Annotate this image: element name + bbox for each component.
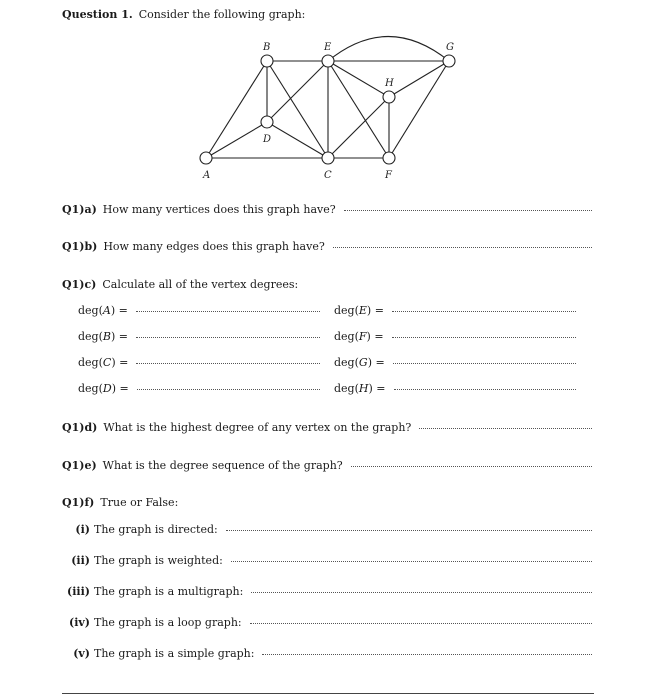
deg-word: deg: [334, 356, 355, 369]
vertex-label-D: D: [263, 134, 272, 145]
deg-E-answer-line[interactable]: [392, 311, 576, 312]
deg-equals: =: [119, 356, 129, 369]
deg-G-answer-line[interactable]: [393, 363, 576, 364]
edge-B-C: [267, 61, 328, 158]
q1b-text: How many edges does this graph have?: [103, 240, 325, 253]
q1f-item-text: The graph is a loop graph:: [94, 616, 242, 629]
graph-figure: [0, 0, 656, 190]
edge-A-B: [206, 61, 267, 158]
q1f-item-text: The graph is directed:: [94, 523, 218, 536]
q1d-text: What is the highest degree of any vertex on the graph?: [103, 421, 412, 434]
deg-row-F: deg ( F ) =: [334, 330, 576, 343]
deg-equals: =: [118, 330, 128, 343]
q1a-text: How many vertices does this graph have?: [102, 203, 336, 216]
vertex-label-B: B: [263, 42, 271, 53]
deg-row-D: deg ( D ) =: [78, 382, 320, 395]
q1c-row: [62, 278, 298, 291]
q1f-row: [62, 496, 178, 509]
vertex-D: [261, 116, 273, 128]
deg-A-answer-line[interactable]: [136, 311, 320, 312]
deg-equals: =: [118, 304, 128, 317]
deg-equals: =: [119, 382, 129, 395]
deg-equals: =: [375, 356, 385, 369]
q1f-item-num: (i): [75, 523, 90, 536]
edge-A-D: [206, 122, 267, 158]
deg-vertex-F: F: [358, 330, 367, 343]
vertex-F: [383, 152, 395, 164]
deg-row-A: deg ( A ) =: [78, 304, 320, 317]
deg-vertex-C: C: [102, 356, 112, 369]
deg-word: deg: [334, 382, 355, 395]
vertex-label-C: C: [324, 170, 332, 181]
deg-equals: =: [374, 330, 384, 343]
question-number: Question 1.: [62, 8, 133, 21]
edge-E-H: [328, 61, 389, 97]
edge-H-C: [328, 97, 389, 158]
q1f-item-num: (iv): [69, 616, 90, 629]
q1c-text: Calculate all of the vertex degrees:: [102, 278, 299, 291]
vertex-label-A: A: [203, 170, 211, 181]
edge-D-E: [267, 61, 328, 122]
deg-row-G: deg ( G ) =: [334, 356, 576, 369]
vertex-H: [383, 91, 395, 103]
q1f-item-iv-answer-line[interactable]: [250, 623, 592, 624]
vertex-B: [261, 55, 273, 67]
q1b-row: [62, 240, 592, 253]
q1f-item-v-answer-line[interactable]: [262, 654, 592, 655]
deg-word: deg: [334, 304, 355, 317]
deg-word: deg: [78, 330, 99, 343]
deg-vertex-D: D: [102, 382, 112, 395]
q1f-item-text: The graph is weighted:: [94, 554, 223, 567]
q1f-item-i: [70, 523, 592, 536]
q1d-row: [62, 421, 592, 434]
deg-word: deg: [334, 330, 355, 343]
deg-row-E: deg ( E ) =: [334, 304, 576, 317]
deg-equals: =: [374, 304, 384, 317]
edge-E-F: [328, 61, 389, 158]
q1b-answer-line[interactable]: [333, 247, 592, 248]
q1f-item-ii-answer-line[interactable]: [231, 561, 592, 562]
q1a-answer-line[interactable]: [344, 210, 592, 211]
q1f-item-v: [62, 647, 592, 660]
vertex-G: [443, 55, 455, 67]
q1e-answer-line[interactable]: [351, 466, 592, 467]
deg-C-answer-line[interactable]: [136, 363, 320, 364]
deg-equals: =: [376, 382, 386, 395]
vertex-A: [200, 152, 212, 164]
edge-E-G-arc: [328, 37, 449, 62]
page-bottom-rule: [62, 693, 594, 694]
vertex-C: [322, 152, 334, 164]
q1e-label: Q1)e): [62, 459, 97, 472]
deg-word: deg: [78, 382, 99, 395]
vertex-label-H: H: [385, 78, 394, 89]
q1f-item-num: (iii): [67, 585, 90, 598]
deg-vertex-E: E: [358, 304, 367, 317]
q1f-label: Q1)f): [62, 496, 95, 509]
deg-vertex-G: G: [358, 356, 368, 369]
q1f-text: True or False:: [100, 496, 179, 509]
q1c-label: Q1)c): [62, 278, 97, 291]
q1b-label: Q1)b): [62, 240, 98, 253]
q1f-item-text: The graph is a simple graph:: [94, 647, 255, 660]
edge-H-G: [389, 61, 449, 97]
q1f-item-iii-answer-line[interactable]: [251, 592, 592, 593]
deg-F-answer-line[interactable]: [392, 337, 576, 338]
q1a-row: [62, 203, 592, 216]
q1d-label: Q1)d): [62, 421, 98, 434]
deg-H-answer-line[interactable]: [394, 389, 577, 390]
q1e-text: What is the degree sequence of the graph?: [102, 459, 343, 472]
q1a-label: Q1)a): [62, 203, 97, 216]
edge-D-C: [267, 122, 328, 158]
vertex-label-G: G: [446, 42, 454, 53]
deg-row-C: deg ( C ) =: [78, 356, 320, 369]
q1d-answer-line[interactable]: [419, 428, 592, 429]
edge-G-F: [389, 61, 449, 158]
q1f-item-num: (ii): [71, 554, 90, 567]
deg-B-answer-line[interactable]: [136, 337, 320, 338]
q1f-item-iii: [62, 585, 592, 598]
vertex-E: [322, 55, 334, 67]
deg-vertex-B: B: [102, 330, 111, 343]
deg-row-H: deg ( H ) =: [334, 382, 576, 395]
deg-row-B: deg ( B ) =: [78, 330, 320, 343]
deg-vertex-H: H: [358, 382, 369, 395]
q1f-item-i-answer-line[interactable]: [226, 530, 592, 531]
question-intro: Consider the following graph:: [138, 8, 306, 21]
deg-vertex-A: A: [102, 304, 111, 317]
q1f-item-iv: [62, 616, 592, 629]
vertex-label-F: F: [385, 170, 392, 181]
deg-D-answer-line[interactable]: [137, 389, 320, 390]
deg-word: deg: [78, 356, 99, 369]
deg-word: deg: [78, 304, 99, 317]
q1e-row: [62, 459, 592, 472]
q1f-item-text: The graph is a multigraph:: [94, 585, 244, 598]
vertex-label-E: E: [324, 42, 332, 53]
q1f-item-ii: [62, 554, 592, 567]
q1f-item-num: (v): [73, 647, 90, 660]
